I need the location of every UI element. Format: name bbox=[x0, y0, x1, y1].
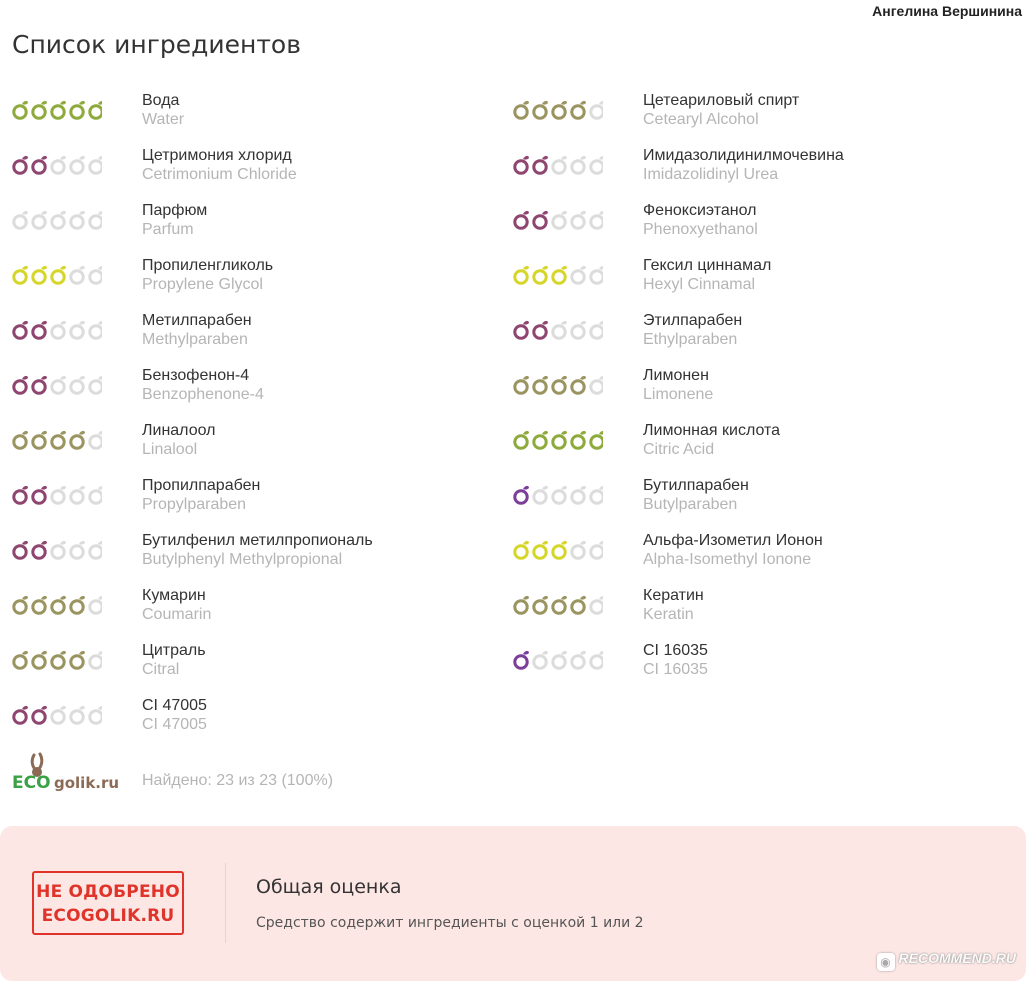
summary-row bbox=[12, 752, 512, 796]
ingredient-list-right bbox=[513, 90, 1013, 695]
ingredient-item[interactable] bbox=[12, 90, 512, 145]
rating-leaf-icon bbox=[52, 156, 66, 173]
rating-leaf-icon bbox=[14, 266, 28, 283]
rating-icons bbox=[12, 538, 102, 562]
ingredient-name-en: Alpha-Isomethyl Ionone bbox=[643, 551, 812, 568]
ingredient-names bbox=[643, 586, 704, 624]
ingredient-name-en: Benzophenone-4 bbox=[142, 386, 264, 403]
rating-leaf-icon bbox=[572, 431, 586, 448]
ingredient-name-en: Linalool bbox=[142, 441, 198, 458]
rating-leaf-icon bbox=[572, 651, 586, 668]
verdict-panel bbox=[0, 826, 1026, 981]
rating-leaf-icon bbox=[90, 596, 102, 613]
ingredient-name-en: Coumarin bbox=[142, 606, 212, 623]
rating-leaf-icon bbox=[591, 376, 603, 393]
rating-leaf-icon bbox=[553, 541, 567, 558]
rating-leaf-icon bbox=[71, 486, 85, 503]
rating-icons bbox=[12, 483, 102, 507]
ingredient-name-en: Butylparaben bbox=[643, 496, 738, 513]
rating-leaf-icon bbox=[572, 596, 586, 613]
ingredient-item[interactable] bbox=[513, 310, 1013, 365]
rating-leaf-icon bbox=[14, 101, 28, 118]
ingredient-name-ru[interactable]: Вода bbox=[142, 92, 180, 109]
ingredient-item[interactable] bbox=[513, 475, 1013, 530]
ingredient-name-en: Cetearyl Alcohol bbox=[643, 111, 759, 128]
ingredient-name-en: CI 47005 bbox=[142, 716, 207, 733]
rating-leaf-icon bbox=[515, 486, 529, 503]
rating-leaf-icon bbox=[90, 431, 102, 448]
rating-icons bbox=[513, 263, 603, 287]
rating-leaf-icon bbox=[534, 101, 548, 118]
ingredient-names bbox=[142, 531, 373, 569]
rating-leaf-icon bbox=[14, 596, 28, 613]
rating-leaf-icon bbox=[572, 101, 586, 118]
ingredient-name-ru[interactable]: Метилпарабен bbox=[142, 312, 252, 329]
rating-leaf-icon bbox=[553, 321, 567, 338]
rating-leaf-icon bbox=[52, 266, 66, 283]
rating-leaf-icon bbox=[71, 376, 85, 393]
rating-icons bbox=[513, 98, 603, 122]
overall-rating-title: Общая оценка bbox=[256, 876, 402, 898]
rating-icons bbox=[12, 153, 102, 177]
rating-leaf-icon bbox=[52, 101, 66, 118]
rating-leaf-icon bbox=[33, 431, 47, 448]
watermark-icon: ◉ bbox=[877, 953, 895, 971]
ingredient-name-en: Hexyl Cinnamal bbox=[643, 276, 756, 293]
rating-leaf-icon bbox=[553, 101, 567, 118]
ingredient-name-en: Keratin bbox=[643, 606, 694, 623]
ecogolik-logo[interactable] bbox=[12, 752, 127, 794]
ingredient-names bbox=[643, 531, 823, 569]
ingredient-names bbox=[142, 201, 207, 239]
rating-leaf-icon bbox=[553, 266, 567, 283]
rating-leaf-icon bbox=[534, 321, 548, 338]
ingredient-name-ru[interactable]: CI 47005 bbox=[142, 697, 207, 714]
ingredient-name-en: Cetrimonium Chloride bbox=[142, 166, 297, 183]
rating-leaf-icon bbox=[572, 486, 586, 503]
rating-leaf-icon bbox=[71, 156, 85, 173]
ingredient-item[interactable] bbox=[513, 420, 1013, 475]
rating-leaf-icon bbox=[572, 211, 586, 228]
ingredient-names bbox=[643, 311, 742, 349]
ingredient-item[interactable] bbox=[12, 310, 512, 365]
ingredient-item[interactable] bbox=[12, 475, 512, 530]
rating-leaf-icon bbox=[14, 706, 28, 723]
rating-leaf-icon bbox=[71, 101, 85, 118]
rating-icons bbox=[12, 208, 102, 232]
ingredient-name-en: Limonene bbox=[643, 386, 714, 403]
rating-leaf-icon bbox=[591, 486, 603, 503]
rating-leaf-icon bbox=[515, 321, 529, 338]
rating-icons bbox=[513, 593, 603, 617]
rating-leaf-icon bbox=[71, 431, 85, 448]
rating-leaf-icon bbox=[52, 486, 66, 503]
ingredient-names bbox=[142, 641, 206, 679]
ingredient-name-en: Water bbox=[142, 111, 185, 128]
rating-icons bbox=[513, 153, 603, 177]
rating-leaf-icon bbox=[515, 596, 529, 613]
ingredient-item[interactable] bbox=[513, 90, 1013, 145]
ingredient-item[interactable] bbox=[12, 200, 512, 255]
rating-icons bbox=[513, 538, 603, 562]
rating-leaf-icon bbox=[33, 706, 47, 723]
rating-leaf-icon bbox=[33, 376, 47, 393]
rating-icons bbox=[12, 703, 102, 727]
ingredient-name-en: Propylene Glycol bbox=[142, 276, 263, 293]
rating-leaf-icon bbox=[71, 541, 85, 558]
rating-leaf-icon bbox=[572, 541, 586, 558]
rating-leaf-icon bbox=[33, 211, 47, 228]
rating-icons bbox=[513, 373, 603, 397]
ingredient-name-en: Propylparaben bbox=[142, 496, 247, 513]
rating-leaf-icon bbox=[534, 486, 548, 503]
rating-leaf-icon bbox=[591, 321, 603, 338]
ingredient-item[interactable] bbox=[513, 530, 1013, 585]
rating-leaf-icon bbox=[572, 321, 586, 338]
ingredient-names bbox=[643, 146, 844, 184]
ingredient-item[interactable] bbox=[12, 530, 512, 585]
rating-leaf-icon bbox=[14, 431, 28, 448]
ingredient-item[interactable] bbox=[12, 640, 512, 695]
ingredient-item[interactable] bbox=[12, 695, 512, 750]
found-count: Найдено: 23 из 23 (100%) bbox=[142, 772, 334, 789]
rating-leaf-icon bbox=[71, 211, 85, 228]
rating-leaf-icon bbox=[534, 156, 548, 173]
ingredient-names bbox=[142, 696, 207, 734]
ingredient-name-en: Imidazolidinyl Urea bbox=[643, 166, 779, 183]
rating-leaf-icon bbox=[553, 376, 567, 393]
ingredient-name-ru[interactable]: Альфа-Изометил Ионон bbox=[643, 532, 823, 549]
ingredient-name-ru[interactable]: Бутилпарабен bbox=[643, 477, 749, 494]
watermark-text: RECOMMEND.RU bbox=[898, 950, 1016, 966]
rating-leaf-icon bbox=[534, 651, 548, 668]
ingredient-names bbox=[643, 641, 708, 679]
rating-icons bbox=[12, 648, 102, 672]
ingredient-name-ru[interactable]: Цетеариловый спирт bbox=[643, 92, 800, 109]
rating-leaf-icon bbox=[71, 321, 85, 338]
rating-leaf-icon bbox=[14, 541, 28, 558]
ingredient-names bbox=[643, 366, 713, 404]
ingredient-names bbox=[643, 201, 758, 239]
rating-leaf-icon bbox=[52, 431, 66, 448]
ingredient-name-en: Citral bbox=[142, 661, 180, 678]
rating-leaf-icon bbox=[90, 376, 102, 393]
rating-leaf-icon bbox=[534, 541, 548, 558]
ingredient-names bbox=[142, 476, 260, 514]
ingredient-name-ru[interactable]: Бутилфенил метилпропиональ bbox=[142, 532, 373, 549]
rating-icons bbox=[12, 593, 102, 617]
rating-leaf-icon bbox=[515, 541, 529, 558]
stamp-line-2: ECOGOLIK.RU bbox=[41, 906, 175, 926]
rating-leaf-icon bbox=[515, 266, 529, 283]
ingredient-name-ru[interactable]: Кумарин bbox=[142, 587, 206, 604]
ingredient-list-left bbox=[12, 90, 512, 750]
rating-icons bbox=[513, 483, 603, 507]
ingredient-name-ru[interactable]: Цитраль bbox=[142, 642, 206, 659]
rating-leaf-icon bbox=[591, 651, 603, 668]
ingredient-item[interactable] bbox=[513, 255, 1013, 310]
rating-leaf-icon bbox=[14, 321, 28, 338]
rating-icons bbox=[513, 208, 603, 232]
rating-leaf-icon bbox=[14, 486, 28, 503]
ingredient-name-ru[interactable]: Имидазолидинилмочевина bbox=[643, 147, 844, 164]
rating-leaf-icon bbox=[534, 596, 548, 613]
rating-leaf-icon bbox=[553, 431, 567, 448]
ingredient-names bbox=[142, 366, 264, 404]
ingredient-names bbox=[643, 256, 771, 294]
rating-icons bbox=[513, 648, 603, 672]
ingredient-names bbox=[142, 256, 273, 294]
rating-leaf-icon bbox=[52, 321, 66, 338]
not-approved-stamp bbox=[32, 871, 184, 935]
ingredient-item[interactable] bbox=[12, 145, 512, 200]
recommend-watermark bbox=[877, 950, 1016, 971]
stamp-line-1: НЕ ОДОБРЕНО bbox=[36, 882, 180, 902]
ingredient-item[interactable] bbox=[12, 365, 512, 420]
ingredient-name-ru[interactable]: Лимонен bbox=[643, 367, 709, 384]
rating-leaf-icon bbox=[591, 266, 603, 283]
rating-leaf-icon bbox=[553, 596, 567, 613]
ingredient-name-ru[interactable]: Этилпарабен bbox=[643, 312, 743, 329]
ingredient-names bbox=[142, 91, 184, 129]
rating-leaf-icon bbox=[33, 486, 47, 503]
rating-leaf-icon bbox=[90, 541, 102, 558]
rating-leaf-icon bbox=[572, 376, 586, 393]
rating-leaf-icon bbox=[572, 266, 586, 283]
ingredient-names bbox=[643, 421, 780, 459]
ingredient-item[interactable] bbox=[513, 585, 1013, 640]
logo-golik-text: golik.ru bbox=[54, 774, 120, 792]
rating-leaf-icon bbox=[52, 211, 66, 228]
ingredient-name-ru[interactable]: Парфюм bbox=[142, 202, 208, 219]
ingredient-item[interactable] bbox=[513, 200, 1013, 255]
rating-leaf-icon bbox=[90, 706, 102, 723]
rating-leaf-icon bbox=[71, 706, 85, 723]
rating-leaf-icon bbox=[591, 156, 603, 173]
rating-leaf-icon bbox=[33, 541, 47, 558]
author-name[interactable]: Ангелина Вершинина bbox=[872, 3, 1022, 19]
rating-leaf-icon bbox=[515, 651, 529, 668]
rating-leaf-icon bbox=[90, 156, 102, 173]
overall-rating-description: Средство содержит ингредиенты с оценкой 1 или 2 bbox=[256, 915, 644, 931]
ingredient-name-ru[interactable]: Феноксиэтанол bbox=[643, 202, 757, 219]
divider bbox=[225, 863, 226, 943]
rating-leaf-icon bbox=[572, 156, 586, 173]
rating-icons bbox=[12, 263, 102, 287]
ingredient-item[interactable] bbox=[12, 585, 512, 640]
ingredient-name-en: Parfum bbox=[142, 221, 194, 238]
rating-leaf-icon bbox=[33, 156, 47, 173]
ingredient-name-en: Ethylparaben bbox=[643, 331, 738, 348]
ingredient-item[interactable] bbox=[513, 640, 1013, 695]
rating-leaf-icon bbox=[52, 651, 66, 668]
rating-leaf-icon bbox=[90, 651, 102, 668]
logo-eco-text: ECO bbox=[12, 773, 51, 793]
rating-leaf-icon bbox=[90, 321, 102, 338]
rating-leaf-icon bbox=[14, 376, 28, 393]
ingredient-name-en: Citric Acid bbox=[643, 441, 715, 458]
ingredient-item[interactable] bbox=[12, 420, 512, 475]
ingredient-name-ru[interactable]: Пропиленгликоль bbox=[142, 257, 274, 274]
rating-leaf-icon bbox=[534, 431, 548, 448]
rating-leaf-icon bbox=[33, 266, 47, 283]
rating-leaf-icon bbox=[553, 156, 567, 173]
ingredient-name-ru[interactable]: Бензофенон-4 bbox=[142, 367, 250, 384]
rating-leaf-icon bbox=[52, 596, 66, 613]
ingredient-name-en: Butylphenyl Methylpropional bbox=[142, 551, 343, 568]
rating-leaf-icon bbox=[52, 541, 66, 558]
rating-icons bbox=[12, 428, 102, 452]
ingredient-names bbox=[142, 586, 211, 624]
rating-leaf-icon bbox=[553, 651, 567, 668]
rating-leaf-icon bbox=[534, 266, 548, 283]
rating-leaf-icon bbox=[71, 266, 85, 283]
rating-leaf-icon bbox=[515, 156, 529, 173]
rating-leaf-icon bbox=[534, 376, 548, 393]
ingredient-name-ru[interactable]: Пропилпарабен bbox=[142, 477, 261, 494]
ingredient-names bbox=[142, 146, 297, 184]
rating-leaf-icon bbox=[591, 101, 603, 118]
rating-leaf-icon bbox=[33, 321, 47, 338]
rating-leaf-icon bbox=[591, 596, 603, 613]
rating-leaf-icon bbox=[591, 211, 603, 228]
rating-icons bbox=[513, 428, 603, 452]
rating-leaf-icon bbox=[14, 211, 28, 228]
rating-leaf-icon bbox=[90, 211, 102, 228]
rating-leaf-icon bbox=[553, 211, 567, 228]
rating-leaf-icon bbox=[515, 376, 529, 393]
rating-leaf-icon bbox=[33, 101, 47, 118]
rating-leaf-icon bbox=[14, 651, 28, 668]
ingredient-name-en: Phenoxyethanol bbox=[643, 221, 758, 238]
rating-leaf-icon bbox=[553, 486, 567, 503]
ingredient-name-ru[interactable]: Кератин bbox=[643, 587, 704, 604]
rating-leaf-icon bbox=[71, 596, 85, 613]
rating-leaf-icon bbox=[33, 596, 47, 613]
rating-leaf-icon bbox=[52, 706, 66, 723]
rating-leaf-icon bbox=[591, 541, 603, 558]
rating-leaf-icon bbox=[515, 431, 529, 448]
ingredient-names bbox=[643, 91, 799, 129]
rating-leaf-icon bbox=[52, 376, 66, 393]
rating-icons bbox=[513, 318, 603, 342]
rating-leaf-icon bbox=[90, 486, 102, 503]
ingredient-item[interactable] bbox=[12, 255, 512, 310]
ingredient-item[interactable] bbox=[513, 365, 1013, 420]
rating-icons bbox=[12, 98, 102, 122]
rating-leaf-icon bbox=[591, 431, 603, 448]
rating-leaf-icon bbox=[33, 651, 47, 668]
ingredient-name-ru[interactable]: Цетримония хлорид bbox=[142, 147, 292, 164]
ingredient-name-ru[interactable]: Лимонная кислота bbox=[643, 422, 781, 439]
ingredient-name-ru[interactable]: CI 16035 bbox=[643, 642, 708, 659]
rating-icons bbox=[12, 318, 102, 342]
ingredient-name-ru[interactable]: Линалоол bbox=[142, 422, 216, 439]
rating-leaf-icon bbox=[515, 101, 529, 118]
ingredient-names bbox=[142, 311, 252, 349]
rating-leaf-icon bbox=[90, 266, 102, 283]
ingredient-name-en: CI 16035 bbox=[643, 661, 708, 678]
rating-leaf-icon bbox=[90, 101, 102, 118]
ingredient-item[interactable] bbox=[513, 145, 1013, 200]
rating-leaf-icon bbox=[515, 211, 529, 228]
ingredient-name-en: Methylparaben bbox=[142, 331, 248, 348]
rating-leaf-icon bbox=[14, 156, 28, 173]
rating-leaf-icon bbox=[534, 211, 548, 228]
rating-leaf-icon bbox=[71, 651, 85, 668]
ingredient-names bbox=[643, 476, 749, 514]
ingredient-name-ru[interactable]: Гексил циннамал bbox=[643, 257, 772, 274]
ingredient-names bbox=[142, 421, 215, 459]
rating-icons bbox=[12, 373, 102, 397]
page-title: Список ингредиентов bbox=[12, 30, 301, 59]
